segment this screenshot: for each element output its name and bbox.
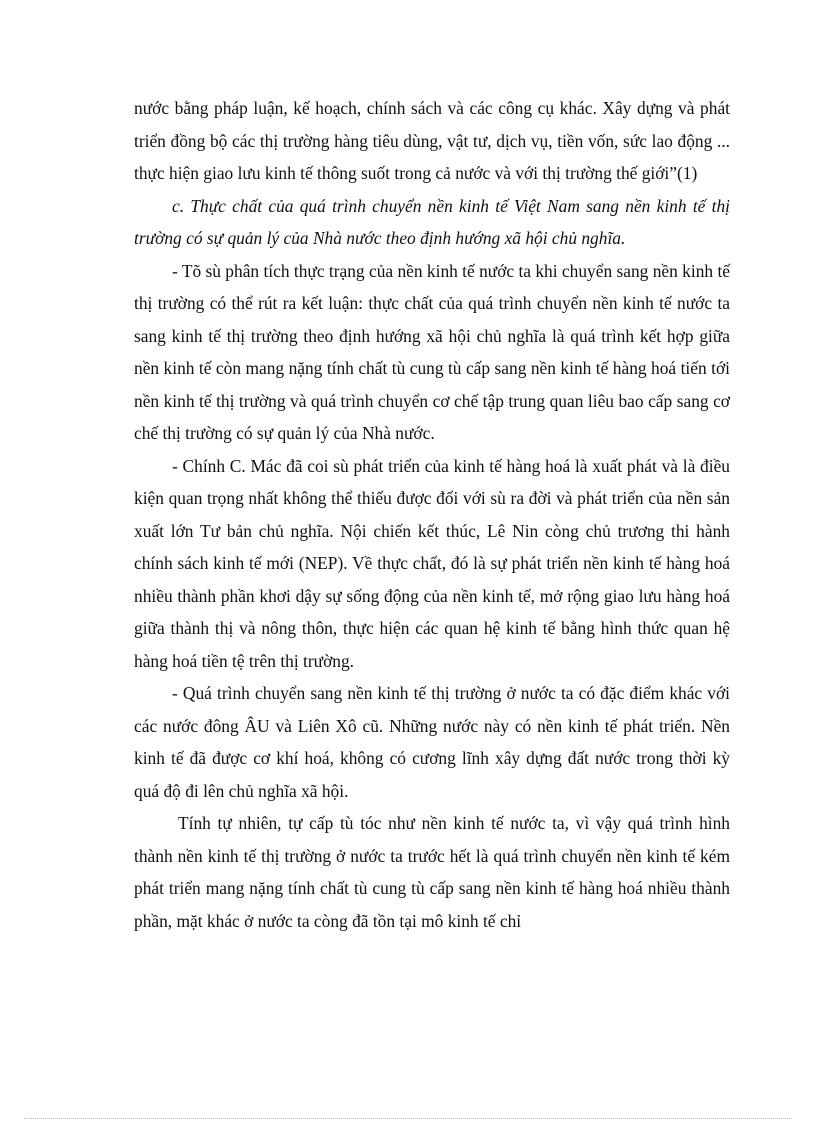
page-bottom-divider (24, 1118, 792, 1119)
document-body (134, 92, 730, 937)
section-heading-c: c. Thực chất của quá trình chuyển nền kinh tế Việt Nam sang nền kinh tế thị trường có sự quản lý của Nhà nước theo định hướng xã hội chủ nghĩa. (134, 195, 730, 248)
paragraph-natural-economy: Tính tự nhiên, tự cấp tù tóc như nền kinh tế nước ta, vì vậy quá trình hình thành nền kinh tế thị trường ở nước ta trước hết là quá trình chuyển nền kinh tế kém phát triển mang nặng tính chất tù cung tù cấp sang nền kinh tế hàng hoá nhiều thành phần, mặt khác ở nước ta còng đã tồn tại mô kinh tế chỉ (134, 813, 730, 931)
paragraph-analysis: - Tõ sù phân tích thực trạng của nền kinh tế nước ta khi chuyển sang nền kinh tế thị trường có thể rút ra kết luận: thực chất của quá trình chuyển nền kinh tế nước ta sang kinh tế thị trường theo định hướng xã hội chủ nghĩa là quá trình kết hợp giữa nền kinh tế còn mang nặng tính chất tù cung tù cấp sang nền kinh tế hàng hoá tiến tới nền kinh tế thị trường và quá trình chuyển cơ chế tập trung quan liêu bao cấp sang cơ chế thị trường có sự quản lý của Nhà nước. (134, 260, 730, 443)
paragraph-eastern-europe: - Quá trình chuyển sang nền kinh tế thị trường ở nước ta có đặc điểm khác với các nước đông ÂU và Liên Xô cũ. Những nước này có nền kinh tế phát triển. Nền kinh tế đã được cơ khí hoá, không có cương lĩnh xây dựng đất nước trong thời kỳ quá độ đi lên chủ nghĩa xã hội. (134, 683, 730, 801)
paragraph-intro-continuation: nước bằng pháp luận, kế hoạch, chính sách và các công cụ khác. Xây dựng và phát triển đồng bộ các thị trường hàng tiêu dùng, vật tư, dịch vụ, tiền vốn, sức lao động ... thực hiện giao lưu kinh tế thông suốt trong cả nước và với thị trường thế giới”(1) (134, 98, 730, 183)
paragraph-marx-lenin: - Chính C. Mác đã coi sù phát triển của kinh tế hàng hoá là xuất phát và là điều kiện quan trọng nhất không thể thiếu được đối với sù ra đời và phát triển của nền sản xuất lớn Tư bản chủ nghĩa. Nội chiến kết thúc, Lê Nin còng chủ trương thi hành chính sách kinh tế mới (NEP). Về thực chất, đó là sự phát triển nền kinh tế hàng hoá nhiều thành phần khơi dậy sự sống động của nền kinh tế, mở rộng giao lưu hàng hoá giữa thành thị và nông thôn, thực hiện các quan hệ kinh tế bằng hình thức quan hệ hàng hoá tiền tệ trên thị trường. (134, 455, 730, 671)
